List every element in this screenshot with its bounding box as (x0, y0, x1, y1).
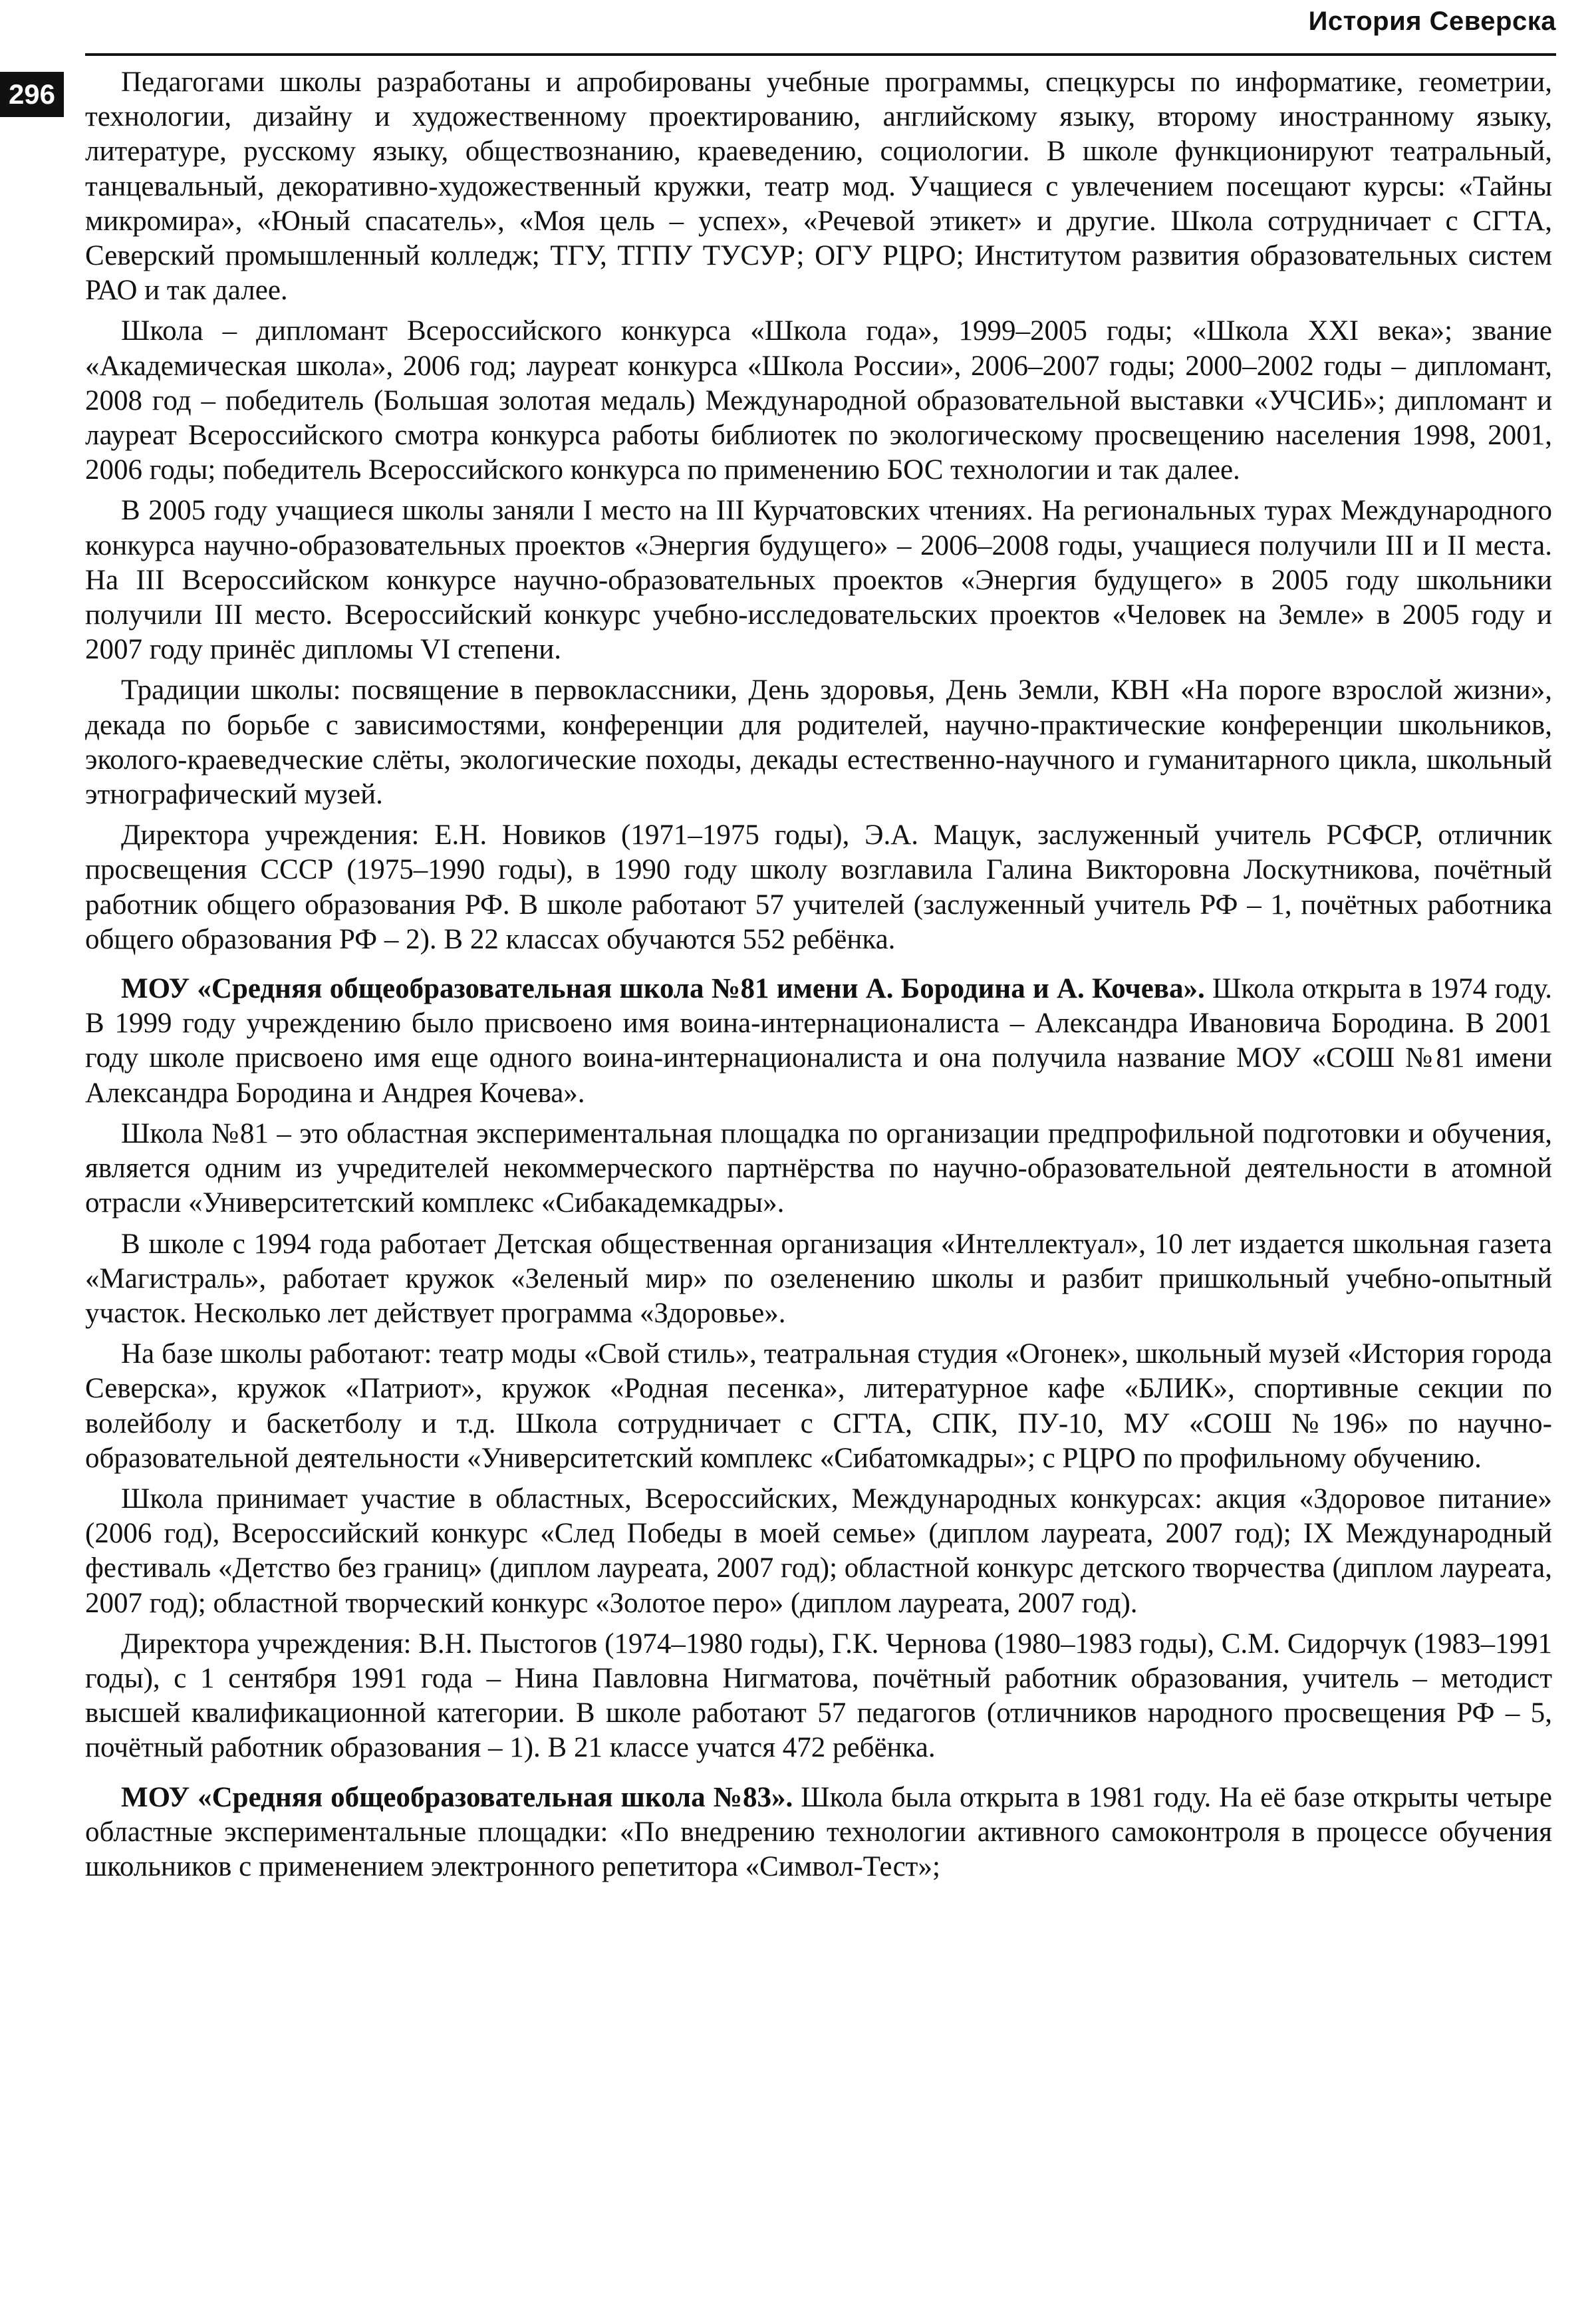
article-body (85, 65, 1552, 1890)
paragraph: В школе с 1994 года работает Детская общественная организация «Интеллектуал», 10 лет издается школьная газета «Магистраль», работает кружок «Зеленый мир» по озеленению школы и разбит пришкольный учебно-опытный участок. Несколько лет действует программа «Здоровье». (85, 1228, 1552, 1329)
paragraph: На базе школы работают: театр моды «Свой стиль», театральная студия «Огонек», школьный музей «История города Северска», кружок «Патриот», кружок «Родная песенка», литературное кафе «БЛИК», спортивные секции по волейболу и баскетболу и т.д. Школа сотрудничает с СГТА, СПК, ПУ-10, МУ «СОШ №196» по научно-образовательной деятельности «Университетский комплекс «Сибатомкадры»; с РЦРО по профильному обучению. (85, 1338, 1552, 1474)
paragraph: В 2005 году учащиеся школы заняли I место на III Курчатовских чтениях. На региональных турах Международного конкурса научно-образовательных проектов «Энергия будущего» – 2006–2008 годы, учащиеся получили III и II места. На III Всероссийском конкурсе научно-образовательных проектов «Энергия будущего» в 2005 году школьники получили III место. Всероссийский конкурс учебно-исследовательских проектов «Человек на Земле» в 2005 году и 2007 году принёс дипломы VI степени. (85, 495, 1552, 666)
paragraph: Традиции школы: посвящение в первоклассники, День здоровья, День Земли, КВН «На пороге взрослой жизни», декада по борьбе с зависимостями, конференции для родителей, научно-практические конференции школьников, эколого-краеведческие слёты, экологические походы, декады естественно-научного и гуманитарного цикла, школьный этнографический музей. (85, 674, 1552, 811)
paragraph: Школа – дипломант Всероссийского конкурса «Школа года», 1999–2005 годы; «Школа XXI века»; звание «Академическая школа», 2006 год; лауреат конкурса «Школа России», 2006–2007 годы; 2000–2002 годы – дипломант, 2008 год – победитель (Большая золотая медаль) Международной образовательной выставки «УЧСИБ»; дипломант и лауреат Всероссийского смотра конкурса работы библиотек по экологическому просвещению населения 1998, 2001, 2006 годы; победитель Всероссийского конкурса по применению БОС технологии и так далее. (85, 315, 1552, 486)
paragraph: Школа №81 – это областная экспериментальная площадка по организации предпрофильной подготовки и обучения, является одним из учредителей некоммерческого партнёрства по научно-образовательной деятельности в атомной отрасли «Университетский комплекс «Сибакадемкадры». (85, 1117, 1552, 1219)
header-rule (85, 53, 1556, 56)
paragraph: Педагогами школы разработаны и апробированы учебные программы, спецкурсы по информатике, геометрии, технологии, дизайну и художественному проектированию, английскому языку, второму иностранному языку, литературе, русскому языку, обществознанию, краеведению, социологии. В школе функционируют театральный, танцевальный, декоративно-художественный кружки, театр мод. Учащиеся с увлечением посещают курсы: «Тайны микромира», «Юный спасатель», «Моя цель – успех», «Речевой этикет» и другие. Школа сотрудничает с СГТА, Северский промышленный колледж; ТГУ, ТГПУ ТУСУР; ОГУ РЦРО; Институтом развития образовательных систем РАО и так далее. (85, 67, 1552, 307)
school-83-title: МОУ «Средняя общеобразовательная школа №83». (121, 1781, 793, 1813)
paragraph: Школа принимает участие в областных, Всероссийских, Международных конкурсах: акция «Здоровое питание» (2006 год), Всероссийский конкурс «След Победы в моей семье» (диплом лауреата, 2007 год); IX Международный фестиваль «Детство без границ» (диплом лауреата, 2007 год); областной конкурс детского творчества (диплом лауреата, 2007 год); областной творческий конкурс «Золотое перо» (диплом лауреата, 2007 год). (85, 1483, 1552, 1619)
paragraph: Директора учреждения: В.Н. Пыстогов (1974–1980 годы), Г.К. Чернова (1980–1983 годы), С.М. Сидорчук (1983–1991 годы), с 1 сентября 1991 года – Нина Павловна Нигматова, почётный работник образования, учитель – методист высшей квалификационной категории. В школе работают 57 педагогов (отличников народного просвещения РФ – 5, почётный работник образования – 1). В 21 классе учатся 472 ребёнка. (85, 1628, 1552, 1764)
school-81-heading-paragraph: МОУ «Средняя общеобразовательная школа №81 имени А. Бородина и А. Кочева». Школа открыта в 1974 году. В 1999 году учреждению было присвоено имя воина-интернационалиста – Александра Ивановича Бородина. В 2001 году школе присвоено имя еще одного воина-интернационалиста и она получила название МОУ «СОШ №81 имени Александра Бородина и Андрея Кочева». (85, 973, 1552, 1109)
running-title: История Северска (1308, 7, 1556, 36)
school-83-heading-paragraph: МОУ «Средняя общеобразовательная школа №83». Школа была открыта в 1981 году. На её базе открыты четыре областные экспериментальные площадки: «По внедрению технологии активного самоконтроля в процессе обучения школьников с применением электронного репетитора «Символ-Тест»; (85, 1781, 1552, 1882)
school-81-title: МОУ «Средняя общеобразовательная школа №81 имени А. Бородина и А. Кочева». (121, 973, 1205, 1005)
page-number-badge: 296 (0, 72, 64, 117)
paragraph: Директора учреждения: Е.Н. Новиков (1971–1975 годы), Э.А. Мацук, заслуженный учитель РСФСР, отличник просвещения СССР (1975–1990 годы), в 1990 году школу возглавила Галина Викторовна Лоскутникова, почётный работник общего образования РФ. В школе работают 57 учителей (заслуженный учитель РФ – 1, почётных работника общего образования РФ – 2). В 22 классах обучаются 552 ребёнка. (85, 819, 1552, 955)
